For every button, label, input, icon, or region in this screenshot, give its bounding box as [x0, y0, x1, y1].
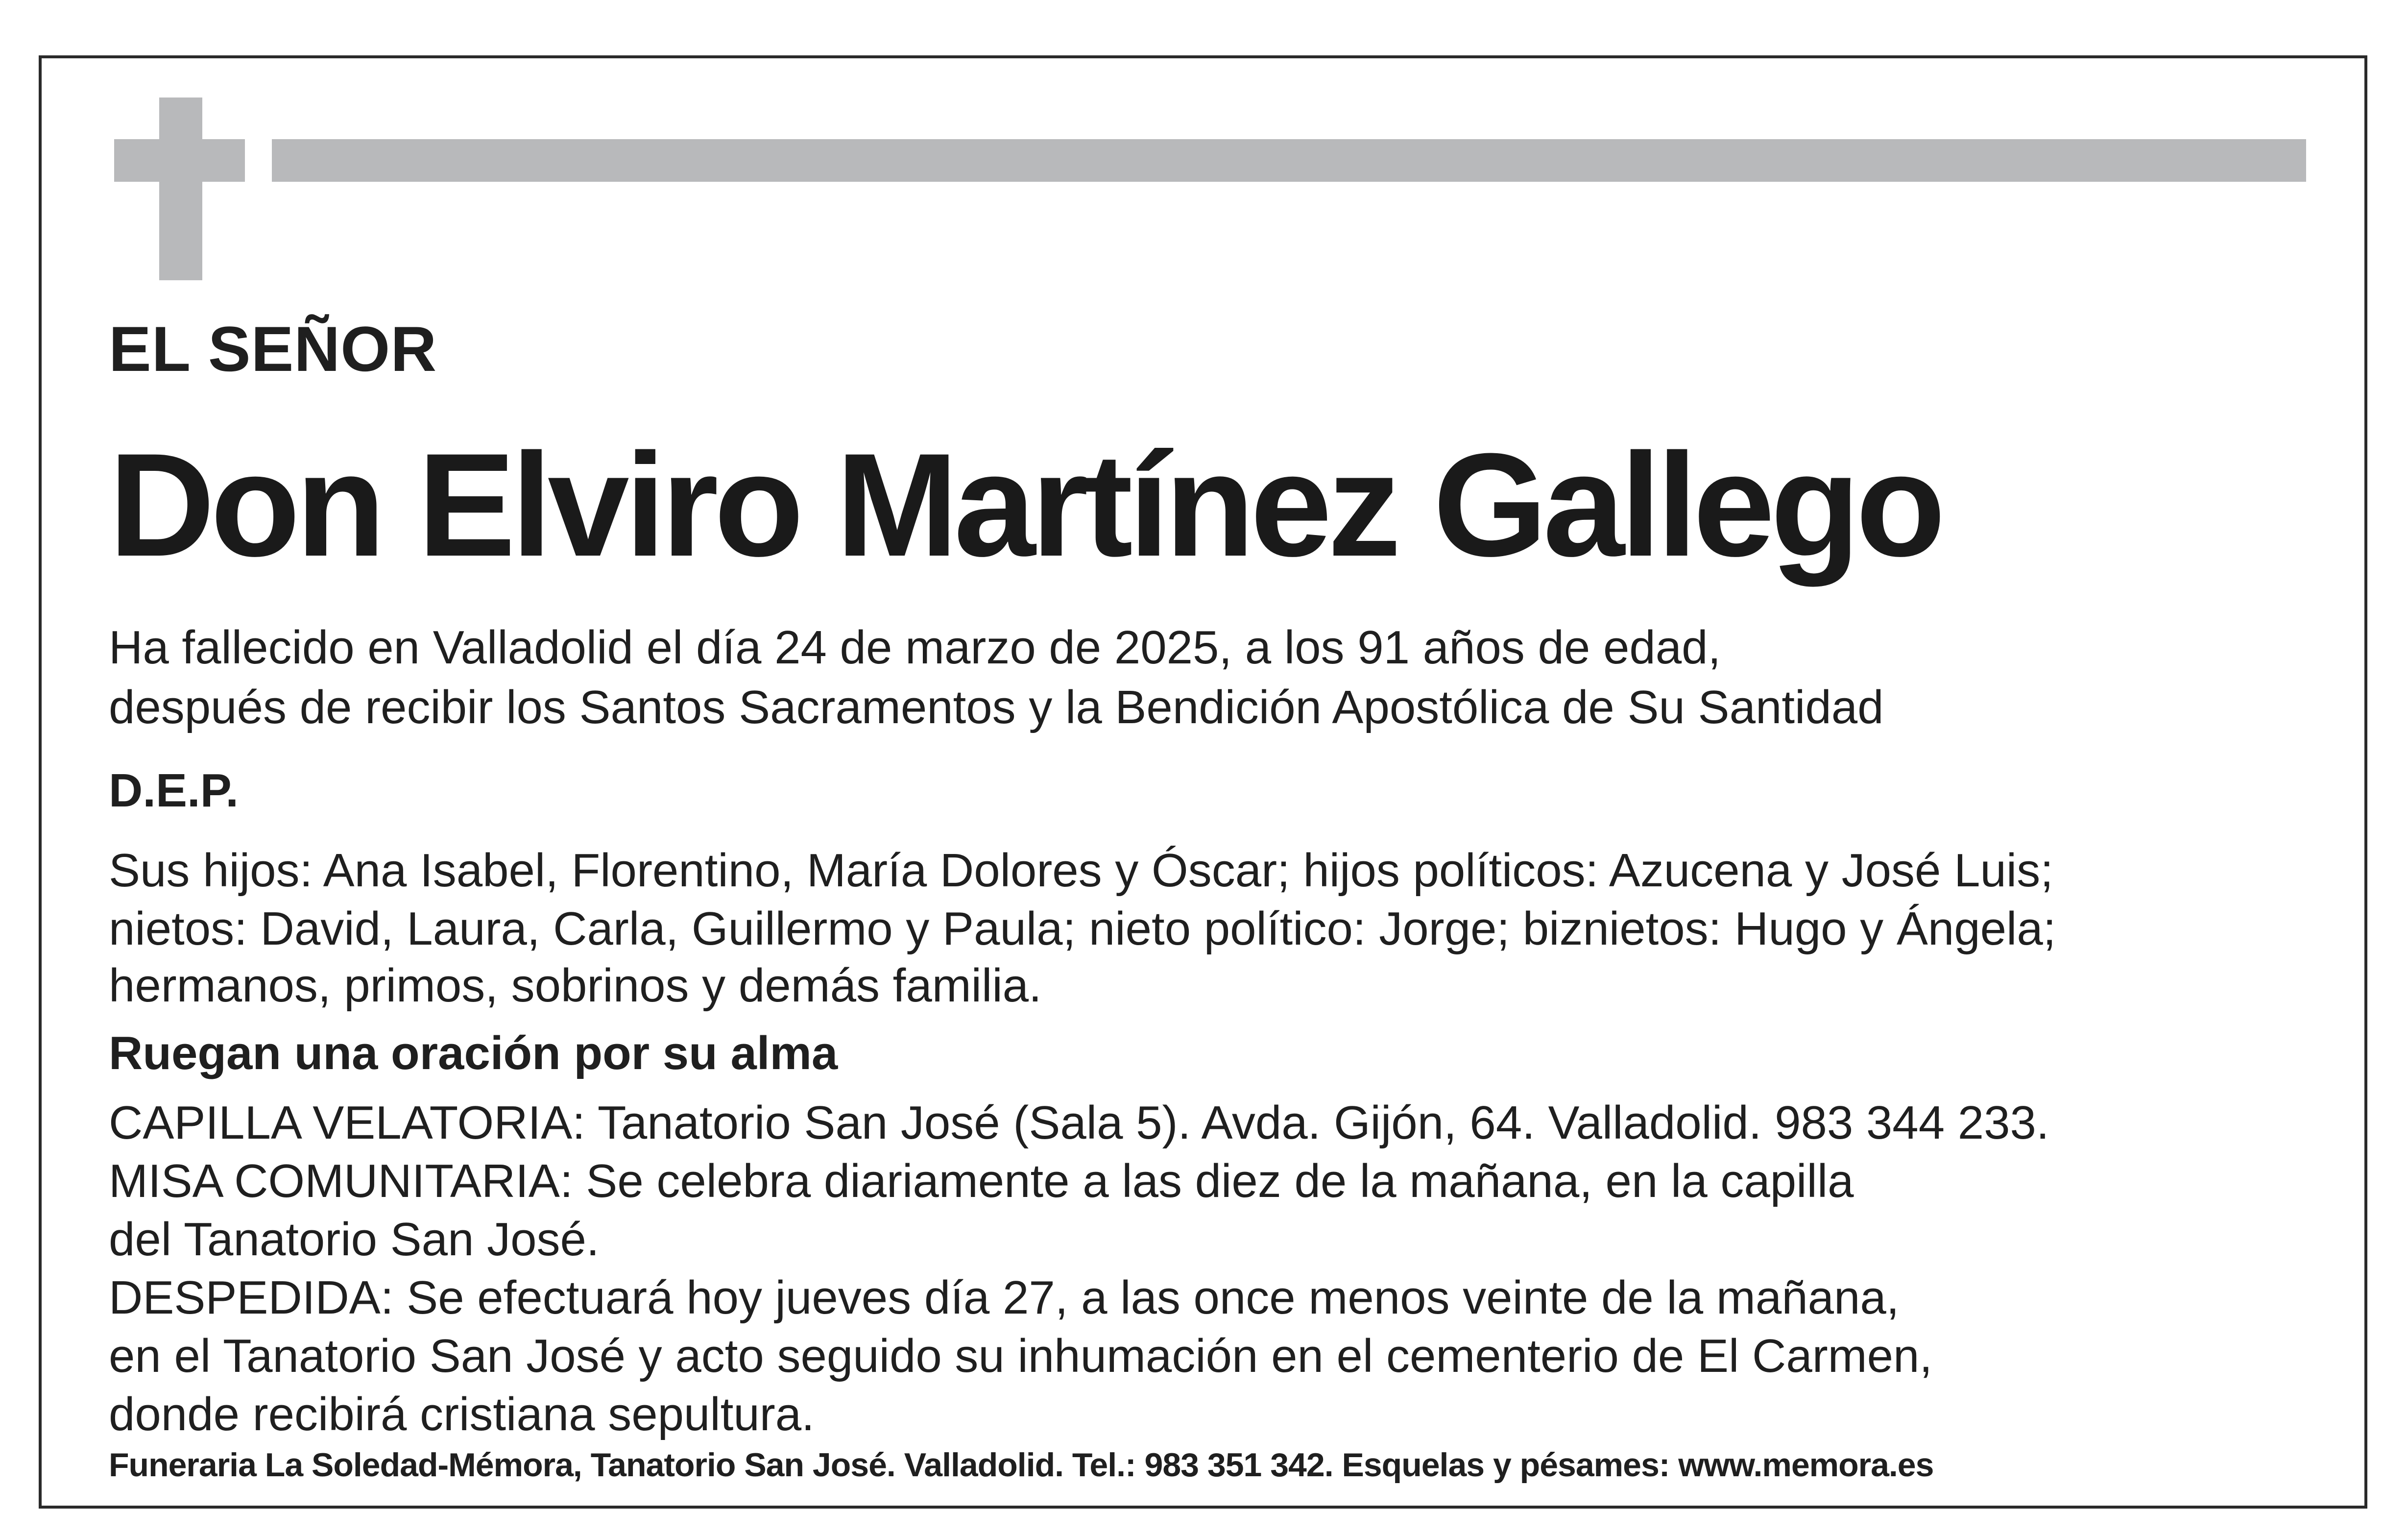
service-line: en el Tanatorio San José y acto seguido su inhumación en el cementerio de El Carmen, [109, 1330, 1933, 1382]
rip-label: D.E.P. [109, 764, 239, 817]
cross-horizontal-bar [114, 139, 245, 182]
honorific: EL SEÑOR [109, 313, 437, 385]
funeral-home-footer: Funeraria La Soledad-Mémora, Tanatorio San José. Valladolid. Tel.: 983 351 342. Esquelas y pésames: www.memora.es [109, 1446, 1934, 1484]
death-line: Ha fallecido en Valladolid el día 24 de marzo de 2025, a los 91 años de edad, [109, 621, 1721, 674]
service-line: del Tanatorio San José. [109, 1213, 600, 1266]
cross-vertical-bar [159, 98, 202, 280]
service-line: MISA COMUNITARIA: Se celebra diariamente a las diez de la mañana, en la capilla [109, 1155, 1854, 1207]
service-line: CAPILLA VELATORIA: Tanatorio San José (Sala 5). Avda. Gijón, 64. Valladolid. 983 344 233. [109, 1097, 2049, 1149]
family-line: Sus hijos: Ana Isabel, Florentino, María Dolores y Óscar; hijos políticos: Azucena y José Luis; [109, 844, 2053, 897]
service-line: DESPEDIDA: Se efectuará hoy jueves día 27, a las once menos veinte de la mañana, [109, 1271, 1900, 1324]
prayer-request: Ruegan una oración por su alma [109, 1027, 838, 1079]
family-line: hermanos, primos, sobrinos y demás familia. [109, 959, 1042, 1012]
deceased-name: Don Elviro Martínez Gallego [109, 422, 1941, 587]
header-rule [272, 139, 2306, 182]
service-line: donde recibirá cristiana sepultura. [109, 1388, 815, 1440]
family-line: nietos: David, Laura, Carla, Guillermo y Paula; nieto político: Jorge; biznietos: Hugo y Ángela; [109, 903, 2056, 955]
death-line: después de recibir los Santos Sacramentos y la Bendición Apostólica de Su Santidad [109, 681, 1884, 733]
